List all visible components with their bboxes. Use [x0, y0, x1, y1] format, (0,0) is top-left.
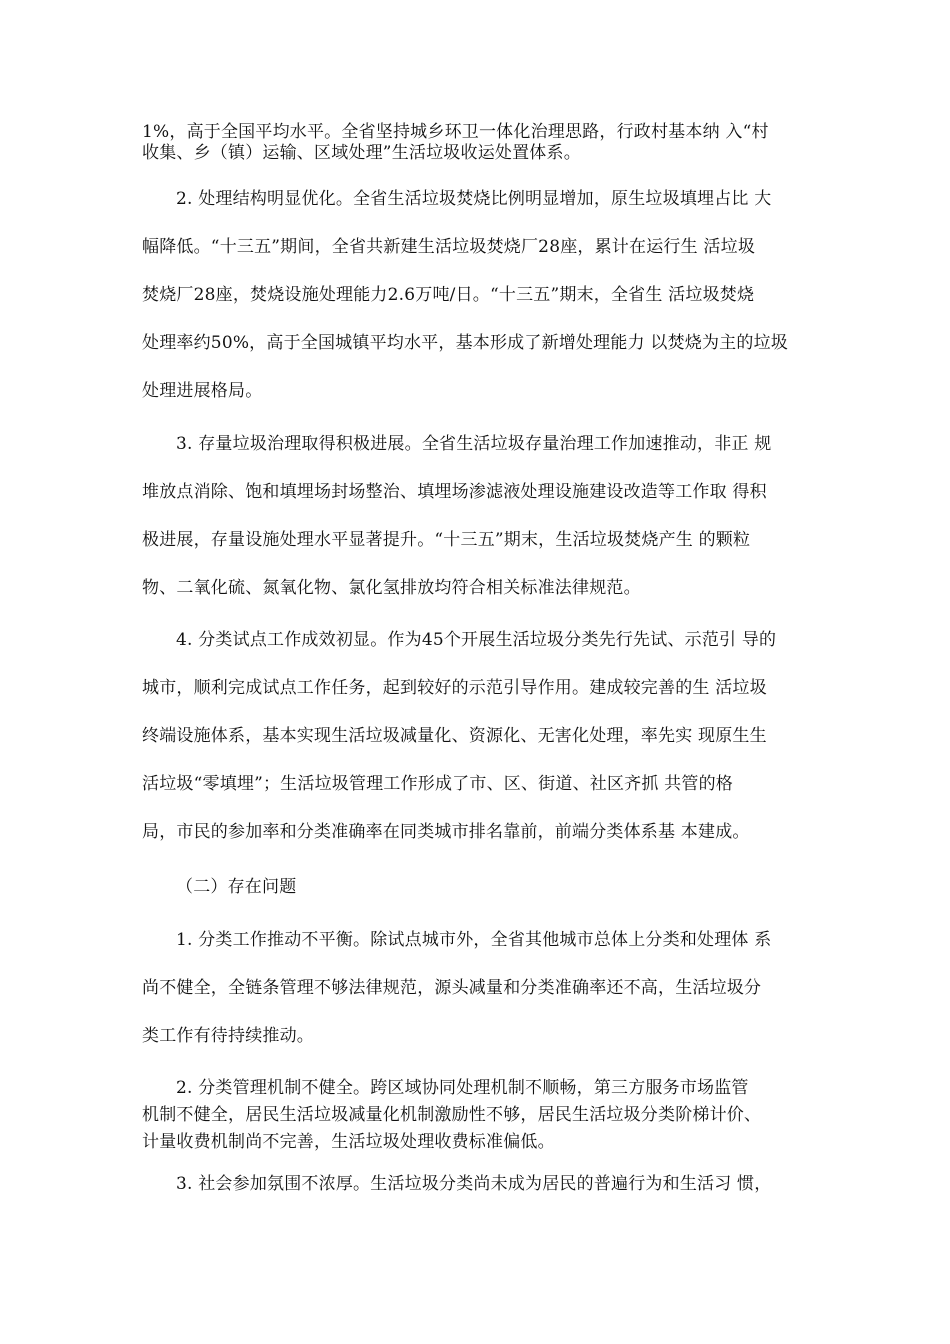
paragraph-line: 3. 存量垃圾治理取得积极进展。全省生活垃圾存量治理工作加速推动，非正 规: [176, 434, 772, 454]
paragraph-line: 类工作有待持续推动。: [142, 1026, 314, 1046]
paragraph-line: 极进展，存量设施处理水平显著提升。“十三五”期末，生活垃圾焚烧产生 的颗粒: [142, 530, 751, 550]
paragraph-line: 4. 分类试点工作成效初显。作为45个开展生活垃圾分类先行先试、示范引 导的: [176, 630, 777, 650]
paragraph-line: 收集、乡（镇）运输、区域处理”生活垃圾收运处置体系。: [142, 143, 581, 163]
paragraph-line: 1. 分类工作推动不平衡。除试点城市外，全省其他城市总体上分类和处理体 系: [176, 930, 772, 950]
paragraph-line: 堆放点消除、饱和填埋场封场整治、填埋场渗滤液处理设施建设改造等工作取 得积: [142, 482, 767, 502]
paragraph-line: 3. 社会参加氛围不浓厚。生活垃圾分类尚未成为居民的普遍行为和生活习 惯，: [176, 1174, 772, 1194]
paragraph-line: 焚烧厂28座，焚烧设施处理能力2.6万吨/日。“十三五”期末，全省生 活垃圾焚烧: [142, 285, 755, 305]
paragraph-line: 2. 分类管理机制不健全。跨区域协同处理机制不顺畅，第三方服务市场监管: [176, 1078, 749, 1098]
paragraph-line: 2. 处理结构明显优化。全省生活垃圾焚烧比例明显增加，原生垃圾填埋占比 大: [176, 189, 772, 209]
paragraph-line: 局，市民的参加率和分类准确率在同类城市排名靠前，前端分类体系基 本建成。: [142, 822, 750, 842]
paragraph-line: 幅降低。“十三五”期间，全省共新建生活垃圾焚烧厂28座，累计在运行生 活垃圾: [142, 237, 756, 257]
paragraph-line: 物、二氧化硫、氮氧化物、氯化氢排放均符合相关标准法律规范。: [142, 578, 641, 598]
paragraph-line: 处理率约50%，高于全国城镇平均水平，基本形成了新增处理能力 以焚烧为主的垃圾: [142, 333, 788, 353]
paragraph-line: 计量收费机制尚不完善，生活垃圾处理收费标准偏低。: [142, 1132, 555, 1152]
paragraph-line: 1%，高于全国平均水平。全省坚持城乡环卫一体化治理思路，行政村基本纳 入“村: [142, 122, 769, 142]
paragraph-line: 尚不健全，全链条管理不够法律规范，源头减量和分类准确率还不高，生活垃圾分: [142, 978, 762, 998]
section-heading: （二）存在问题: [176, 877, 297, 897]
paragraph-line: 终端设施体系，基本实现生活垃圾减量化、资源化、无害化处理，率先实 现原生生: [142, 726, 767, 746]
paragraph-line: 城市，顺利完成试点工作任务，起到较好的示范引导作用。建成较完善的生 活垃圾: [142, 678, 767, 698]
paragraph-line: 机制不健全，居民生活垃圾减量化机制激励性不够，居民生活垃圾分类阶梯计价、: [142, 1105, 762, 1125]
paragraph-line: 活垃圾“零填埋”；生活垃圾管理工作形成了市、区、街道、社区齐抓 共管的格: [142, 774, 733, 794]
paragraph-line: 处理进展格局。: [142, 381, 263, 401]
